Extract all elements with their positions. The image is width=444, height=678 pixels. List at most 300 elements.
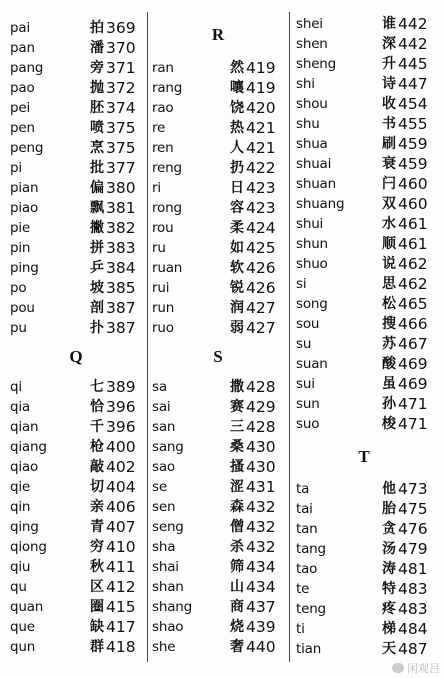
index-entry xyxy=(10,118,142,138)
page-number: 383 xyxy=(106,239,136,257)
example-character: 衰 xyxy=(382,156,396,172)
index-entry xyxy=(296,154,432,174)
pinyin-syllable: rui xyxy=(152,280,170,296)
pinyin-syllable: sha xyxy=(152,539,176,555)
watermark xyxy=(392,660,440,676)
section-heading-q: Q xyxy=(69,347,83,366)
page-number: 387 xyxy=(106,319,136,337)
example-character: 区 xyxy=(90,579,104,595)
pinyin-syllable: ti xyxy=(296,621,305,637)
page-number: 417 xyxy=(106,618,136,636)
example-character: 锐 xyxy=(230,280,244,296)
example-character: 杀 xyxy=(230,539,244,555)
index-entry xyxy=(296,274,432,294)
pinyin-syllable: sai xyxy=(152,399,171,415)
page-number: 461 xyxy=(398,235,428,253)
page-number: 419 xyxy=(246,79,276,97)
index-entry xyxy=(10,497,142,517)
example-character: 秋 xyxy=(90,559,104,575)
index-entry xyxy=(10,38,142,58)
example-character: 人 xyxy=(230,140,244,156)
example-character: 潘 xyxy=(90,40,104,56)
pinyin-syllable: qi xyxy=(10,379,22,395)
index-entry xyxy=(10,318,142,338)
index-entry xyxy=(296,94,432,114)
example-character: 如 xyxy=(230,240,244,256)
pinyin-syllable: pi xyxy=(10,160,22,176)
example-character: 乒 xyxy=(90,260,104,276)
pinyin-syllable: shang xyxy=(152,599,192,615)
page-number: 460 xyxy=(398,175,428,193)
pinyin-syllable: shai xyxy=(152,559,179,575)
pinyin-syllable: suan xyxy=(296,356,328,372)
page-number: 432 xyxy=(246,538,276,556)
index-entry xyxy=(152,597,284,617)
example-character: 拍 xyxy=(90,20,104,36)
pinyin-syllable: tan xyxy=(296,521,318,537)
page-number: 422 xyxy=(246,159,276,177)
page-number: 484 xyxy=(398,620,428,638)
example-character: 松 xyxy=(382,296,396,312)
index-entry xyxy=(152,218,284,238)
index-entry xyxy=(152,318,284,338)
example-character: 胎 xyxy=(382,501,396,517)
example-character: 水 xyxy=(382,216,396,232)
page-number: 429 xyxy=(246,398,276,416)
page-number: 428 xyxy=(246,418,276,436)
pinyin-syllable: que xyxy=(10,619,35,635)
index-entry xyxy=(152,377,284,397)
example-character: 升 xyxy=(382,56,396,72)
page-number: 475 xyxy=(398,500,428,518)
index-entry xyxy=(296,639,432,659)
page-number: 377 xyxy=(106,159,136,177)
index-entry xyxy=(10,557,142,577)
pinyin-syllable: qin xyxy=(10,499,31,515)
pinyin-syllable: shua xyxy=(296,136,328,152)
index-column-1 xyxy=(10,0,142,678)
index-entry xyxy=(10,258,142,278)
example-character: 奢 xyxy=(230,639,244,655)
index-entry xyxy=(10,377,142,397)
example-character: 贪 xyxy=(382,521,396,537)
example-character: 青 xyxy=(90,519,104,535)
index-entry xyxy=(10,517,142,537)
index-entry xyxy=(296,479,432,499)
example-character: 日 xyxy=(230,180,244,196)
page-number: 461 xyxy=(398,215,428,233)
page-number: 469 xyxy=(398,375,428,393)
index-entry xyxy=(296,334,432,354)
example-character: 群 xyxy=(90,639,104,655)
example-character: 谁 xyxy=(382,16,396,32)
index-entry xyxy=(296,14,432,34)
index-entry xyxy=(152,298,284,318)
pinyin-syllable: ren xyxy=(152,140,174,156)
pinyin-syllable: qie xyxy=(10,479,31,495)
index-entry xyxy=(10,78,142,98)
pinyin-syllable: shuan xyxy=(296,176,336,192)
index-entry xyxy=(152,238,284,258)
page-number: 411 xyxy=(106,558,136,576)
example-character: 偏 xyxy=(90,180,104,196)
index-entry xyxy=(10,198,142,218)
example-character: 虽 xyxy=(382,376,396,392)
pinyin-syllable: sen xyxy=(152,499,176,515)
pinyin-syllable: sui xyxy=(296,376,315,392)
example-character: 扑 xyxy=(90,320,104,336)
page-number: 418 xyxy=(106,638,136,656)
example-character: 烹 xyxy=(90,140,104,156)
index-entry xyxy=(152,118,284,138)
example-character: 筛 xyxy=(230,559,244,575)
example-character: 涩 xyxy=(230,479,244,495)
page-number: 374 xyxy=(106,99,136,117)
wechat-icon xyxy=(392,663,404,673)
page-number: 462 xyxy=(398,255,428,273)
pinyin-syllable: qing xyxy=(10,519,39,535)
example-character: 收 xyxy=(382,96,396,112)
pinyin-syllable: qu xyxy=(10,579,27,595)
index-entry xyxy=(296,539,432,559)
index-entry xyxy=(10,278,142,298)
pinyin-syllable: rou xyxy=(152,220,174,236)
page-number: 473 xyxy=(398,480,428,498)
example-character: 森 xyxy=(230,499,244,515)
index-entry xyxy=(296,294,432,314)
example-character: 七 xyxy=(90,379,104,395)
pinyin-syllable: shou xyxy=(296,96,328,112)
example-character: 枪 xyxy=(90,439,104,455)
example-character: 恰 xyxy=(90,399,104,415)
example-character: 拼 xyxy=(90,240,104,256)
page-number: 442 xyxy=(398,35,428,53)
example-character: 刷 xyxy=(382,136,396,152)
pinyin-syllable: teng xyxy=(296,601,326,617)
index-entry xyxy=(152,158,284,178)
index-entry xyxy=(10,457,142,477)
pinyin-syllable: qiang xyxy=(10,439,47,455)
index-entry xyxy=(296,519,432,539)
pinyin-syllable: sou xyxy=(296,316,320,332)
index-entry xyxy=(10,637,142,657)
index-entry xyxy=(152,78,284,98)
index-entry xyxy=(296,314,432,334)
example-character: 商 xyxy=(230,599,244,615)
pinyin-syllable: pan xyxy=(10,40,35,56)
page-number: 400 xyxy=(106,438,136,456)
page-number: 421 xyxy=(246,119,276,137)
index-entry xyxy=(10,58,142,78)
page-number: 382 xyxy=(106,219,136,237)
pinyin-syllable: rang xyxy=(152,80,183,96)
pinyin-syllable: ping xyxy=(10,260,39,276)
index-entry xyxy=(10,397,142,417)
page-number: 428 xyxy=(246,378,276,396)
pinyin-syllable: qiao xyxy=(10,459,39,475)
example-character: 天 xyxy=(382,641,396,657)
index-entry xyxy=(152,258,284,278)
pinyin-syllable: shun xyxy=(296,236,328,252)
index-entry xyxy=(296,194,432,214)
index-entry xyxy=(152,138,284,158)
index-entry xyxy=(152,637,284,657)
example-character: 烧 xyxy=(230,619,244,635)
index-entry xyxy=(152,557,284,577)
pinyin-syllable: suo xyxy=(296,416,320,432)
pinyin-syllable: po xyxy=(10,280,27,296)
section-heading-s: S xyxy=(213,347,223,366)
pinyin-syllable: tai xyxy=(296,501,313,517)
index-entry xyxy=(152,617,284,637)
index-entry xyxy=(296,174,432,194)
page-number: 381 xyxy=(106,199,136,217)
index-entry xyxy=(152,58,284,78)
index-entry xyxy=(296,499,432,519)
pinyin-syllable: su xyxy=(296,336,312,352)
pinyin-syllable: tao xyxy=(296,561,318,577)
page-number: 425 xyxy=(246,239,276,257)
example-character: 剖 xyxy=(90,300,104,316)
example-character: 涛 xyxy=(382,561,396,577)
pinyin-syllable: she xyxy=(152,639,176,655)
pinyin-syllable: qiong xyxy=(10,539,47,555)
example-character: 双 xyxy=(382,196,396,212)
example-character: 饶 xyxy=(230,100,244,116)
page-number: 465 xyxy=(398,295,428,313)
example-character: 搜 xyxy=(382,316,396,332)
pinyin-syllable: pin xyxy=(10,240,31,256)
index-entry xyxy=(152,397,284,417)
page-number: 407 xyxy=(106,518,136,536)
index-entry xyxy=(296,54,432,74)
index-entry xyxy=(10,437,142,457)
pinyin-syllable: qia xyxy=(10,399,30,415)
example-character: 梯 xyxy=(382,621,396,637)
index-entry xyxy=(296,234,432,254)
pinyin-syllable: qun xyxy=(10,639,36,655)
pinyin-syllable: sun xyxy=(296,396,320,412)
page-number: 459 xyxy=(398,155,428,173)
pinyin-syllable: shu xyxy=(296,116,320,132)
example-character: 嚷 xyxy=(230,80,244,96)
example-character: 批 xyxy=(90,160,104,176)
page-number: 430 xyxy=(246,458,276,476)
pinyin-syllable: pian xyxy=(10,180,39,196)
pinyin-syllable: run xyxy=(152,300,175,316)
example-character: 苏 xyxy=(382,336,396,352)
index-entry xyxy=(296,599,432,619)
example-character: 软 xyxy=(230,260,244,276)
page-number: 396 xyxy=(106,398,136,416)
page-number: 476 xyxy=(398,520,428,538)
example-character: 深 xyxy=(382,36,396,52)
page-number: 432 xyxy=(246,518,276,536)
example-character: 书 xyxy=(382,116,396,132)
page-number: 415 xyxy=(106,598,136,616)
example-character: 赛 xyxy=(230,399,244,415)
example-character: 特 xyxy=(382,581,396,597)
index-entry xyxy=(10,98,142,118)
page-number: 369 xyxy=(106,19,136,37)
example-character: 喷 xyxy=(90,120,104,136)
index-entry xyxy=(152,278,284,298)
pinyin-syllable: shen xyxy=(296,36,328,52)
page-number: 442 xyxy=(398,15,428,33)
pinyin-syllable: sao xyxy=(152,459,175,475)
example-character: 容 xyxy=(230,200,244,216)
page-number: 384 xyxy=(106,259,136,277)
page-number: 483 xyxy=(398,600,428,618)
page-number: 481 xyxy=(398,560,428,578)
page-number: 427 xyxy=(246,319,276,337)
example-character: 坡 xyxy=(90,280,104,296)
page-number: 445 xyxy=(398,55,428,73)
page-number: 483 xyxy=(398,580,428,598)
page-number: 427 xyxy=(246,299,276,317)
index-entry xyxy=(152,437,284,457)
index-entry xyxy=(10,18,142,38)
page-number: 423 xyxy=(246,199,276,217)
pinyin-syllable: pei xyxy=(10,100,31,116)
page-number: 459 xyxy=(398,135,428,153)
example-character: 闩 xyxy=(382,176,396,192)
pinyin-syllable: pou xyxy=(10,300,35,316)
pinyin-syllable: pie xyxy=(10,220,31,236)
index-entry xyxy=(296,619,432,639)
index-entry xyxy=(152,517,284,537)
index-entry xyxy=(10,218,142,238)
page-number: 372 xyxy=(106,79,136,97)
example-character: 缺 xyxy=(90,619,104,635)
example-character: 撇 xyxy=(90,220,104,236)
pinyin-syllable: ruan xyxy=(152,260,183,276)
pinyin-syllable: shi xyxy=(296,76,315,92)
section-heading-r: R xyxy=(211,25,225,44)
page-number: 430 xyxy=(246,438,276,456)
index-entry xyxy=(10,617,142,637)
pinyin-syllable: sa xyxy=(152,379,167,395)
page-number: 404 xyxy=(106,478,136,496)
example-character: 说 xyxy=(382,256,396,272)
example-character: 他 xyxy=(382,481,396,497)
index-entry xyxy=(296,34,432,54)
example-character: 亲 xyxy=(90,499,104,515)
page-number: 380 xyxy=(106,179,136,197)
example-character: 酸 xyxy=(382,356,396,372)
example-character: 千 xyxy=(90,419,104,435)
pinyin-syllable: san xyxy=(152,419,176,435)
index-entry xyxy=(296,414,432,434)
page-number: 432 xyxy=(246,498,276,516)
page-number: 387 xyxy=(106,299,136,317)
index-column-2 xyxy=(152,0,284,678)
pinyin-syllable: sheng xyxy=(296,56,337,72)
index-entry xyxy=(10,298,142,318)
pinyin-syllable: tang xyxy=(296,541,326,557)
page-number: 437 xyxy=(246,598,276,616)
page-number: 426 xyxy=(246,279,276,297)
example-character: 疼 xyxy=(382,601,396,617)
pinyin-syllable: ri xyxy=(152,180,161,196)
index-entry xyxy=(296,74,432,94)
example-character: 思 xyxy=(382,276,396,292)
pinyin-syllable: shan xyxy=(152,579,184,595)
page-number: 389 xyxy=(106,378,136,396)
pinyin-syllable: quan xyxy=(10,599,44,615)
page-number: 402 xyxy=(106,458,136,476)
example-character: 孙 xyxy=(382,396,396,412)
page-number: 439 xyxy=(246,618,276,636)
example-character: 飘 xyxy=(90,200,104,216)
pinyin-syllable: ruo xyxy=(152,320,174,336)
index-entry xyxy=(10,238,142,258)
index-entry xyxy=(296,354,432,374)
example-character: 穷 xyxy=(90,539,104,555)
page-number: 410 xyxy=(106,538,136,556)
pinyin-syllable: shui xyxy=(296,216,324,232)
index-entry xyxy=(296,559,432,579)
example-character: 山 xyxy=(230,579,244,595)
index-entry xyxy=(296,214,432,234)
pinyin-syllable: shuang xyxy=(296,196,345,212)
page-number: 471 xyxy=(398,395,428,413)
page-number: 467 xyxy=(398,335,428,353)
index-entry xyxy=(10,178,142,198)
page-number: 447 xyxy=(398,75,428,93)
index-entry xyxy=(152,577,284,597)
example-character: 僧 xyxy=(230,519,244,535)
page-number: 487 xyxy=(398,640,428,658)
pinyin-syllable: piao xyxy=(10,200,39,216)
page-number: 466 xyxy=(398,315,428,333)
pinyin-syllable: shuai xyxy=(296,156,332,172)
example-character: 敲 xyxy=(90,459,104,475)
index-entry xyxy=(296,254,432,274)
watermark-text: 闲观吕 xyxy=(407,662,440,675)
index-entry xyxy=(10,158,142,178)
example-character: 撒 xyxy=(230,379,244,395)
pinyin-syllable: pai xyxy=(10,20,30,36)
index-entry xyxy=(10,477,142,497)
page-number: 469 xyxy=(398,355,428,373)
example-character: 扔 xyxy=(230,160,244,176)
page-number: 412 xyxy=(106,578,136,596)
index-entry xyxy=(296,579,432,599)
index-entry xyxy=(152,198,284,218)
pinyin-syllable: shuo xyxy=(296,256,328,272)
pinyin-syllable: qian xyxy=(10,419,39,435)
index-column-3 xyxy=(296,0,432,678)
example-character: 润 xyxy=(230,300,244,316)
pinyin-syllable: peng xyxy=(10,140,44,156)
pinyin-syllable: seng xyxy=(152,519,184,535)
pinyin-syllable: shao xyxy=(152,619,184,635)
example-character: 弱 xyxy=(230,320,244,336)
pinyin-syllable: si xyxy=(296,276,307,292)
index-entry xyxy=(152,98,284,118)
page-number: 440 xyxy=(246,638,276,656)
column-divider xyxy=(147,12,148,662)
pinyin-syllable: reng xyxy=(152,160,182,176)
page-number: 421 xyxy=(246,139,276,157)
page-number: 424 xyxy=(246,219,276,237)
example-character: 热 xyxy=(230,120,244,136)
index-entry xyxy=(10,537,142,557)
pinyin-syllable: ran xyxy=(152,60,174,76)
page-number: 434 xyxy=(246,578,276,596)
page-number: 406 xyxy=(106,498,136,516)
